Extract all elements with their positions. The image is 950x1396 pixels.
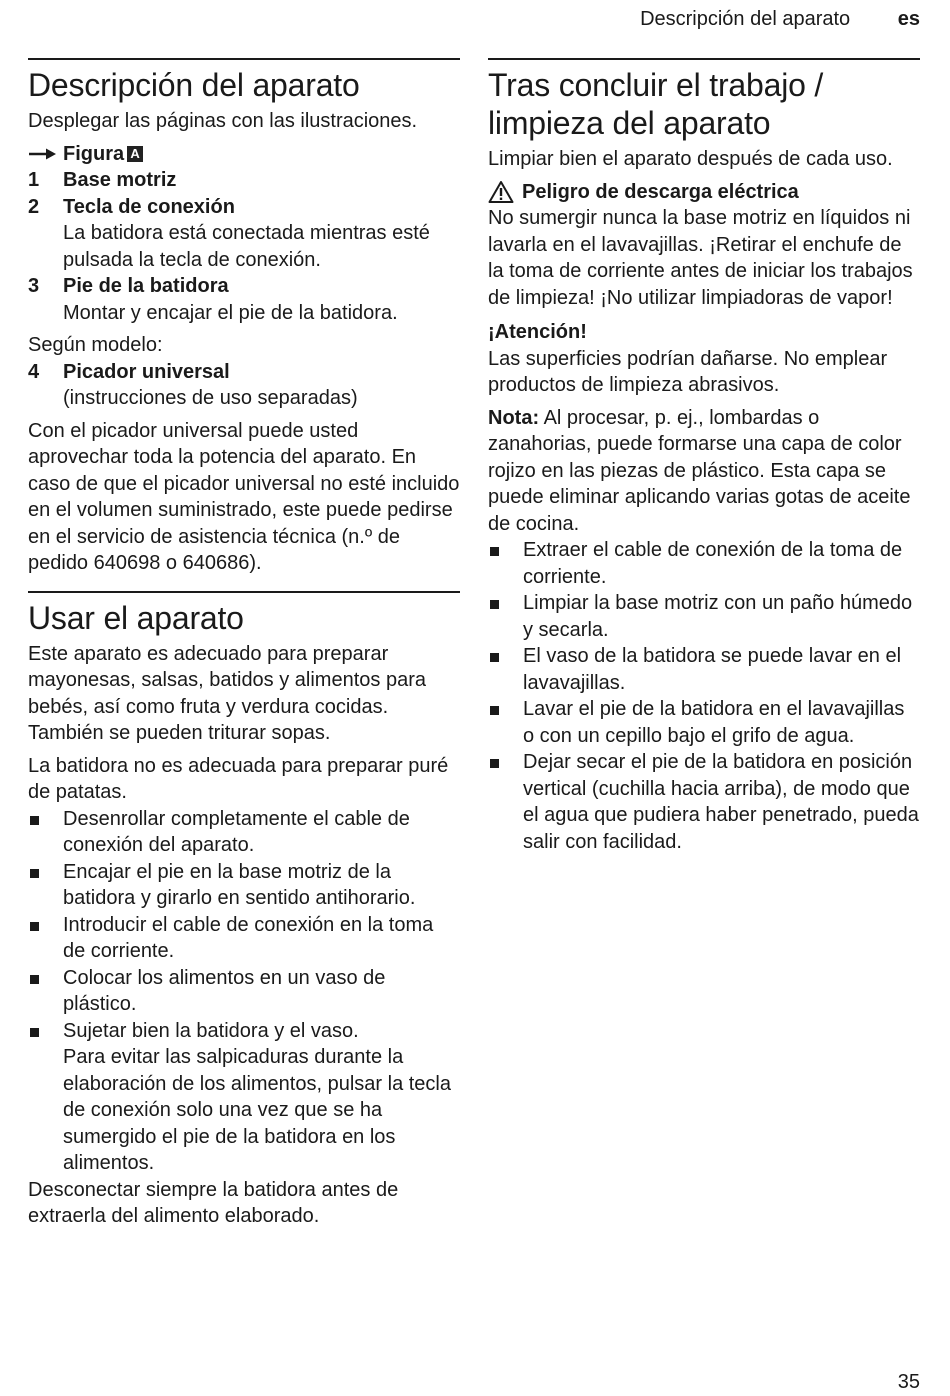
warning-title: Peligro de descarga eléctrica xyxy=(522,180,799,203)
item-description: Montar y encajar el pie de la batidora. xyxy=(63,301,398,324)
list-item xyxy=(28,1018,460,1045)
note-text: Al procesar, p. ej., lombardas o zanahorias, puede formarse una capa de color rojizo en las piezas de plástico. Esta capa se puede eliminar aplicando varias gotas de aceite de cocina. xyxy=(488,406,911,535)
picador-paragraph: Con el picador universal puede usted aprovechar toda la potencia del aparato. En caso de que el picador universal no esté incluido en el volumen suministrado, este puede pedirse en el servicio de asistencia técnica (n.º de pedido 640698 o 640686). xyxy=(28,419,460,574)
usage-steps-list xyxy=(28,806,460,1045)
cleaning-steps-list xyxy=(488,537,920,855)
step-text: Extraer el cable de conexión de la toma de corriente. xyxy=(523,539,903,588)
bullet-square-icon xyxy=(488,696,523,749)
bullet-square-icon xyxy=(488,590,523,643)
section-rule xyxy=(488,58,920,60)
item-number: 4 xyxy=(28,360,40,383)
warning-triangle-icon xyxy=(488,180,514,204)
section-rule xyxy=(28,58,460,60)
section-rule xyxy=(28,591,460,593)
item-description: (instrucciones de uso separadas) xyxy=(63,387,358,409)
list-item xyxy=(488,696,920,749)
bullet-square-icon xyxy=(28,912,63,965)
list-item xyxy=(28,859,460,912)
item-title: Picador universal xyxy=(63,360,230,383)
heading-usar: Usar el aparato xyxy=(28,599,244,636)
item-number: 2 xyxy=(28,195,40,218)
item-title: Pie de la batidora xyxy=(63,275,229,297)
arrow-right-icon xyxy=(28,147,58,161)
bullet-square-icon xyxy=(28,806,63,859)
step-text: Colocar los alimentos en un vaso de plástico. xyxy=(63,966,386,1015)
item-number: 3 xyxy=(28,275,40,297)
list-item xyxy=(28,194,460,221)
figure-label: Figura xyxy=(63,142,125,165)
usar-paragraph-1: Este aparato es adecuado para preparar mayonesas, salsas, batidos y alimentos para bebés, así como fruta y verdura cocidas. También se pueden triturar sopas. xyxy=(28,642,426,744)
step-text: Dejar secar el pie de la batidora en posición vertical (cuchilla hacia arriba), de modo que el agua que pudiera haber penetrado, pueda salir con facilidad. xyxy=(523,751,919,853)
step-text: Sujetar bien la batidora y el vaso. xyxy=(63,1019,359,1042)
item-title: Base motriz xyxy=(63,169,177,191)
list-item xyxy=(488,749,920,855)
bullet-square-icon xyxy=(488,749,523,855)
note-label: Nota: xyxy=(488,406,540,429)
step-text: Desenrollar completamente el cable de conexión del aparato. xyxy=(63,807,410,856)
page-number: 35 xyxy=(897,1371,920,1393)
warning-text: No sumergir nunca la base motriz en líquidos ni lavarla en el lavavajillas. ¡Retirar el enchufe de la toma de corriente antes de iniciar los trabajos de limpieza! ¡No utilizar limpiadoras de vapor! xyxy=(488,207,913,309)
step-text: Encajar el pie en la base motriz de la batidora y girarlo en sentido antihorario. xyxy=(63,860,416,909)
step-text: El vaso de la batidora se puede lavar en el lavavajillas. xyxy=(523,645,902,694)
parts-list xyxy=(28,167,460,326)
heading-limpieza: Tras concluir el trabajo / limpieza del aparato xyxy=(488,67,824,141)
list-item xyxy=(28,806,460,859)
warning-heading xyxy=(488,179,920,206)
left-column xyxy=(28,58,460,1236)
list-item xyxy=(28,965,460,1018)
intro-text: Limpiar bien el aparato después de cada uso. xyxy=(488,148,893,170)
header-section-title: Descripción del aparato xyxy=(640,8,851,30)
list-item xyxy=(28,273,460,300)
figure-reference xyxy=(28,141,460,168)
step-text: Lavar el pie de la batidora en el lavavajillas o con un cepillo bajo el grifo de agua. xyxy=(523,698,905,747)
list-item xyxy=(28,167,460,194)
final-paragraph: Desconectar siempre la batidora antes de extraerla del alimento elaborado. xyxy=(28,1178,399,1227)
step-note: Para evitar las salpicaduras durante la elaboración de los alimentos, pulsar la tecla de conexión solo una vez que se ha sumergido el pie de la batidora en los alimentos. xyxy=(63,1046,451,1174)
right-column xyxy=(488,58,920,855)
segun-modelo-text: Según modelo: xyxy=(28,334,163,356)
item-description: La batidora está conectada mientras esté pulsada la tecla de conexión. xyxy=(63,222,430,271)
bullet-square-icon xyxy=(28,965,63,1018)
bullet-square-icon xyxy=(488,643,523,696)
list-item xyxy=(488,537,920,590)
list-item xyxy=(28,359,460,386)
list-item xyxy=(488,590,920,643)
attention-text: Las superficies podrían dañarse. No emplear productos de limpieza abrasivos. xyxy=(488,347,888,396)
figure-letter-badge: A xyxy=(127,146,143,162)
item-title: Tecla de conexión xyxy=(63,195,235,218)
item-number: 1 xyxy=(28,169,40,191)
heading-descripcion: Descripción del aparato xyxy=(28,67,360,103)
attention-title: ¡Atención! xyxy=(488,321,587,343)
step-text: Limpiar la base motriz con un paño húmedo y secarla. xyxy=(523,592,913,641)
bullet-square-icon xyxy=(28,859,63,912)
note-paragraph xyxy=(488,405,920,538)
list-item xyxy=(28,912,460,965)
bullet-square-icon xyxy=(488,537,523,590)
step-text: Introducir el cable de conexión en la toma de corriente. xyxy=(63,913,434,962)
usar-paragraph-2: La batidora no es adecuada para preparar puré de patatas. xyxy=(28,754,449,803)
list-item xyxy=(488,643,920,696)
header-language: es xyxy=(897,8,920,30)
running-header xyxy=(640,6,920,32)
intro-text: Desplegar las páginas con las ilustraciones. xyxy=(28,110,418,132)
bullet-square-icon xyxy=(28,1018,63,1045)
